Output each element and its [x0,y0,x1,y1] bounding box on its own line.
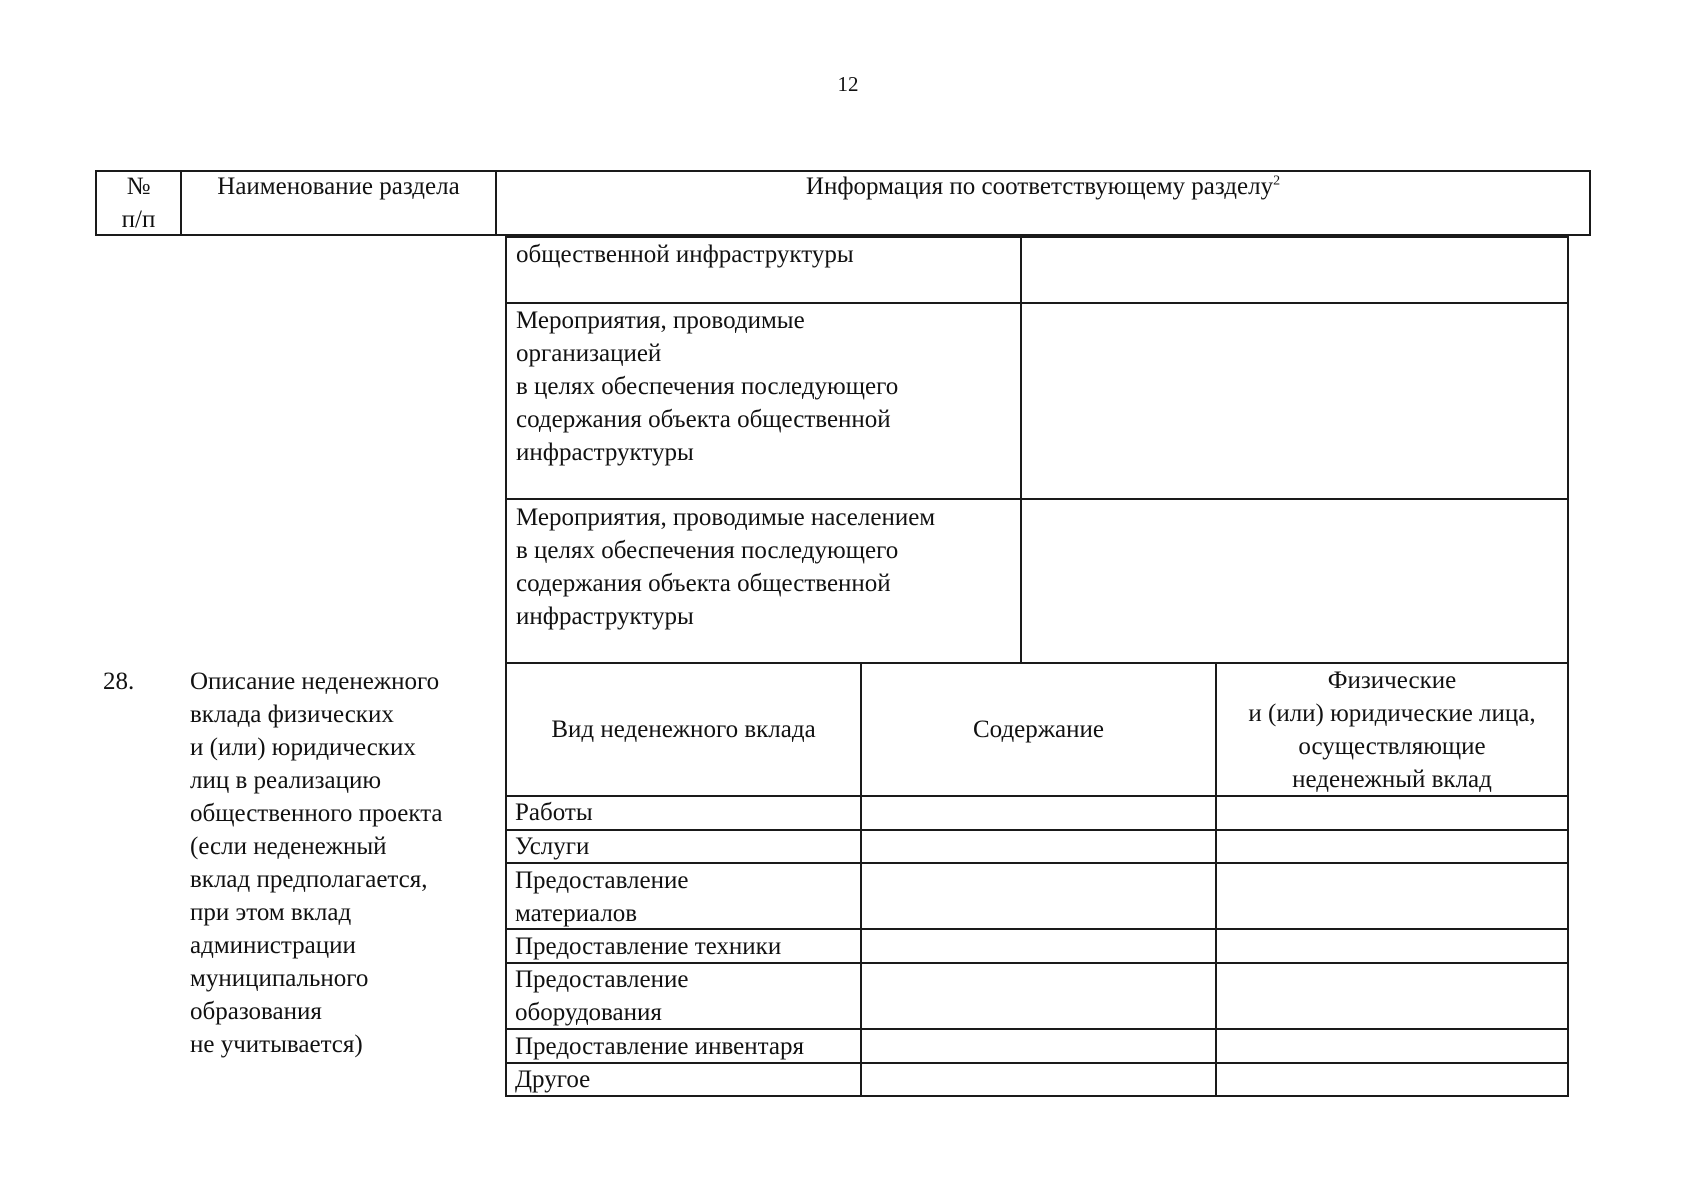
table-row-label: Работы [515,799,593,826]
header-number-column: № п/п [121,173,156,233]
table-row-label: Услуги [515,833,590,860]
continuation-row-label: общественной инфраструктуры [516,241,854,268]
column-header-type: Вид неденежного вклада [551,716,816,743]
header-info-column [497,170,1589,203]
section-number: 28. [103,668,135,695]
table-row-label: Предоставление материалов [515,867,689,927]
header-info-label: Информация по соответствующему разделу [805,173,1274,200]
table-row-label: Предоставление техники [515,933,782,960]
page-number: 12 [837,72,859,96]
table-row-label: Предоставление оборудования [515,966,689,1026]
table-row-label: Другое [515,1066,591,1093]
continuation-row-label: Мероприятия, проводимые населением в целях обеспечения последующего содержания объекта общественной инфраструктуры [516,504,936,630]
table-row-label: Предоставление инвентаря [515,1033,804,1060]
header-name-column: Наименование раздела [217,173,460,200]
column-header-content: Содержание [973,716,1104,743]
continuation-row-label: Мероприятия, проводимые организацией в целях обеспечения последующего содержания объекта общественной инфраструктуры [516,307,899,466]
column-header-contributors: Физические и (или) юридические лица, осуществляющие неденежный вклад [1248,667,1536,793]
section-name: Описание неденежного вклада физических и (или) юридических лиц в реализацию общественного проекта (если неденежный вклад предполагается, при этом вклад администрации муниципального образования не учитывается) [190,668,443,1058]
header-footnote-mark: 2 [1273,173,1281,189]
